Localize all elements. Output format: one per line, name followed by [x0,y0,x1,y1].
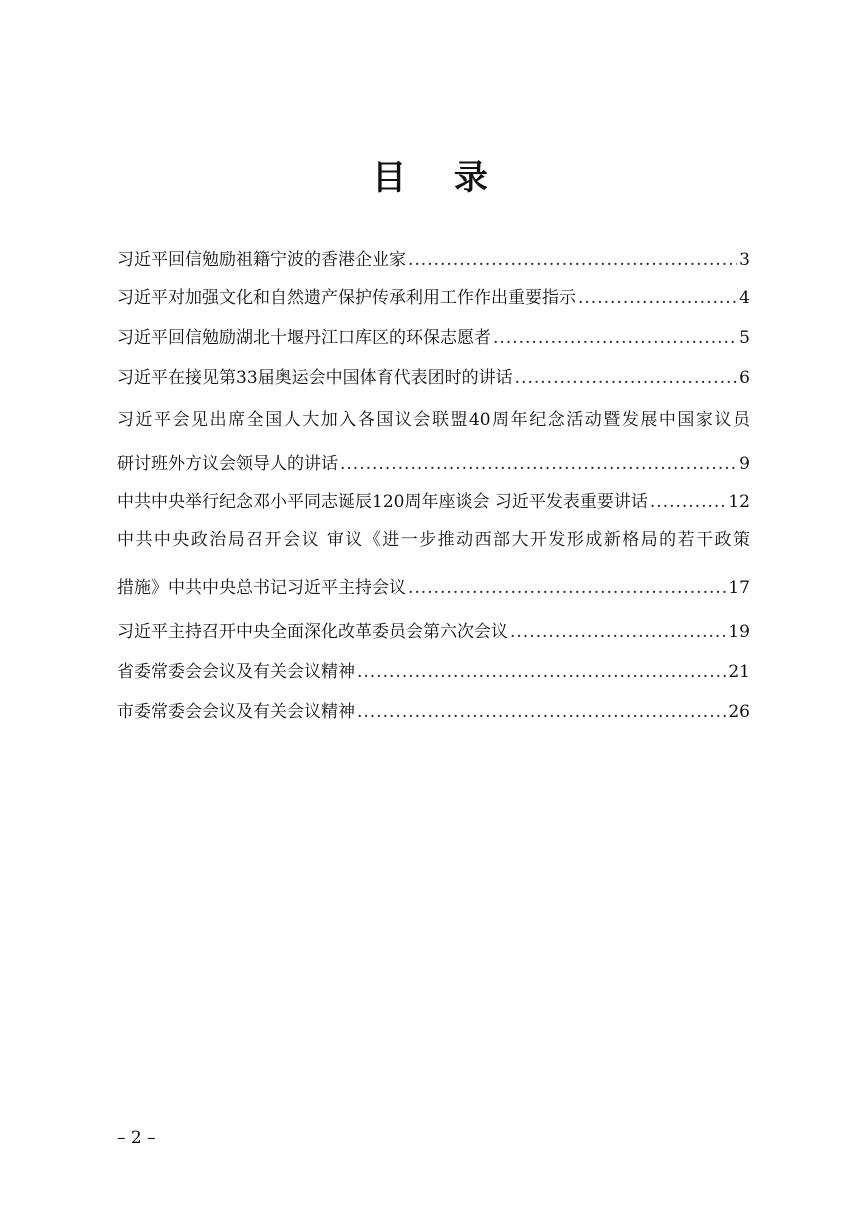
toc-entry-title: 习近平在接见第33届奥运会中国体育代表团时的讲话 [117,368,513,388]
dot-leader [357,652,726,692]
toc-entry-page: 19 [728,622,750,642]
toc-entry-title: 习近平回信勉励湖北十堰丹江口库区的环保志愿者 [117,328,491,348]
toc-entry[interactable] [117,358,750,398]
toc-entry[interactable] [117,400,750,484]
dot-leader [357,692,726,732]
toc-entry-page: 3 [739,250,750,270]
toc-entry-title-line2: 研讨班外方议会领导人的讲话 [117,454,338,474]
toc-entry-page: 21 [728,662,750,682]
toc-entry-page: 17 [728,578,750,598]
toc-entry-title: 省委常委会会议及有关会议精神 [117,662,355,682]
toc-entry-title: 市委常委会会议及有关会议精神 [117,702,355,722]
toc-entry-title: 习近平对加强文化和自然遗产保护传承利用工作作出重要指示 [117,288,576,308]
dot-leader [408,568,726,608]
toc-entry-page: 4 [739,288,750,308]
toc-entry-page: 9 [739,454,750,474]
dot-leader [408,240,737,280]
toc-entry-title-line2: 措施》中共中央总书记习近平主持会议 [117,578,406,598]
toc-entry-title: 中共中央举行纪念邓小平同志诞辰120周年座谈会 习近平发表重要讲话 [117,492,648,512]
toc-entry-page: 26 [728,702,750,722]
dot-leader [510,612,726,652]
toc-entry[interactable] [117,482,750,522]
toc-entry-title-line1: 习近平会见出席全国人大加入各国议会联盟40周年纪念活动暨发展中国家议员 [117,410,750,430]
toc-entry[interactable] [117,278,750,318]
footer-page-number: – 2 – [117,1128,156,1148]
dot-leader [493,318,737,358]
toc-entry[interactable] [117,520,750,608]
toc-entry-page: 5 [739,328,750,348]
page-title: 目 录 [372,158,506,198]
dot-leader [340,444,737,484]
toc-entry-page: 6 [739,368,750,388]
toc-entry[interactable] [117,692,750,732]
toc-entry-page: 12 [728,492,750,512]
toc-entry[interactable] [117,240,750,280]
toc-entry[interactable] [117,612,750,652]
toc-entry-title: 习近平回信勉励祖籍宁波的香港企业家 [117,250,406,270]
toc-entry-title: 习近平主持召开中央全面深化改革委员会第六次会议 [117,622,508,642]
toc-entry-title-line1: 中共中央政治局召开会议 审议《进一步推动西部大开发形成新格局的若干政策 [117,530,750,550]
dot-leader [650,482,727,522]
dot-leader [578,278,737,318]
toc-entry[interactable] [117,652,750,692]
toc-entry[interactable] [117,318,750,358]
dot-leader [515,358,738,398]
